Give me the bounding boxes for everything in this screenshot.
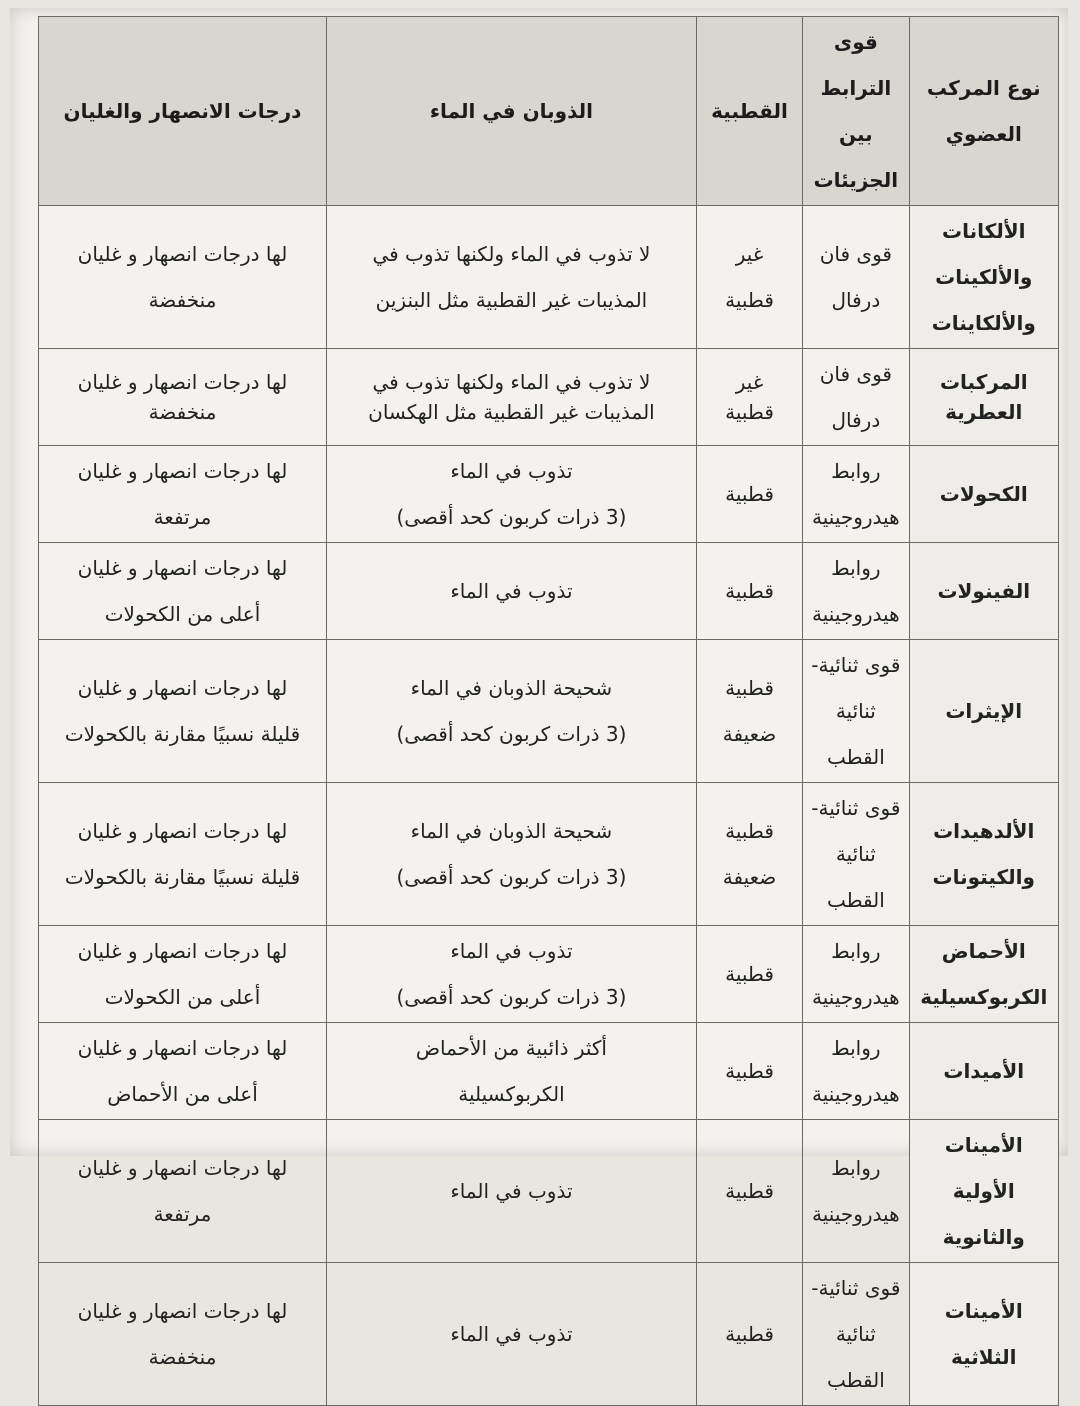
points-cell: لها درجات انصهار و غليان قليلة نسبيًا مقارنة بالكحولات (39, 640, 327, 783)
points-cell: لها درجات انصهار و غليان قليلة نسبيًا مقارنة بالكحولات (39, 783, 327, 926)
forces-cell: قوى فان درفال (803, 349, 909, 446)
points-cell: لها درجات انصهار و غليان أعلى من الأحماض (39, 1023, 327, 1120)
solubility-cell: أكثر ذائبية من الأحماض الكربوكسيلية (326, 1023, 696, 1120)
compound-type-cell: المركبات العطرية (909, 349, 1059, 446)
polarity-cell: قطبية (696, 926, 802, 1023)
compound-type-cell: الأمينات الأولية والثانوية (909, 1120, 1059, 1263)
solubility-cell: تذوب في الماء (3 ذرات كربون كحد أقصى) (326, 446, 696, 543)
points-cell: لها درجات انصهار و غليان منخفضة (39, 206, 327, 349)
forces-cell: روابط هيدروجينية (803, 926, 909, 1023)
forces-cell: قوى ثنائية- ثنائية القطب (803, 640, 909, 783)
forces-cell: قوى ثنائية- ثنائية القطب (803, 1263, 909, 1406)
compound-type-cell: الأحماض الكربوكسيلية (909, 926, 1059, 1023)
forces-cell: قوى فان درفال (803, 206, 909, 349)
points-cell: لها درجات انصهار و غليان أعلى من الكحولات (39, 926, 327, 1023)
solubility-cell: تذوب في الماء (326, 543, 696, 640)
table-row (39, 1263, 1059, 1406)
forces-cell: روابط هيدروجينية (803, 1023, 909, 1120)
forces-cell: روابط هيدروجينية (803, 1120, 909, 1263)
polarity-cell: قطبية (696, 1263, 802, 1406)
solubility-cell: لا تذوب في الماء ولكنها تذوب في المذيبات غير القطبية مثل البنزين (326, 206, 696, 349)
table-row (39, 640, 1059, 783)
forces-cell: روابط هيدروجينية (803, 446, 909, 543)
points-cell: لها درجات انصهار و غليان منخفضة (39, 349, 327, 446)
solubility-cell: تذوب في الماء (326, 1263, 696, 1406)
polarity-cell: قطبية (696, 1023, 802, 1120)
table-row (39, 206, 1059, 349)
table-row (39, 349, 1059, 446)
points-cell: لها درجات انصهار و غليان أعلى من الكحولات (39, 543, 327, 640)
solubility-cell: شحيحة الذوبان في الماء (3 ذرات كربون كحد أقصى) (326, 783, 696, 926)
compound-type-cell: الأمينات الثلاثية (909, 1263, 1059, 1406)
polarity-cell: قطبية (696, 1120, 802, 1263)
table-row (39, 446, 1059, 543)
points-cell: لها درجات انصهار و غليان مرتفعة (39, 1120, 327, 1263)
polarity-cell: قطبية ضعيفة (696, 640, 802, 783)
header-intermolecular-forces: قوى الترابط بين الجزيئات (803, 17, 909, 206)
polarity-cell: قطبية (696, 446, 802, 543)
polarity-cell: قطبية (696, 543, 802, 640)
organic-compounds-table (38, 16, 1059, 1406)
solubility-cell: تذوب في الماء (3 ذرات كربون كحد أقصى) (326, 926, 696, 1023)
solubility-cell: لا تذوب في الماء ولكنها تذوب في المذيبات غير القطبية مثل الهكسان (326, 349, 696, 446)
document-sheet (10, 8, 1068, 1392)
polarity-cell: غير قطبية (696, 206, 802, 349)
header-compound-type: نوع المركب العضوي (909, 17, 1059, 206)
compound-type-cell: الأميدات (909, 1023, 1059, 1120)
compound-type-cell: الإيثرات (909, 640, 1059, 783)
header-water-solubility: الذوبان في الماء (326, 17, 696, 206)
polarity-cell: قطبية ضعيفة (696, 783, 802, 926)
table-row (39, 783, 1059, 926)
table-row (39, 1023, 1059, 1120)
compound-type-cell: الألكانات والألكينات والألكاينات (909, 206, 1059, 349)
header-melting-boiling-points: درجات الانصهار والغليان (39, 17, 327, 206)
points-cell: لها درجات انصهار و غليان منخفضة (39, 1263, 327, 1406)
points-cell: لها درجات انصهار و غليان مرتفعة (39, 446, 327, 543)
compound-type-cell: الكحولات (909, 446, 1059, 543)
forces-cell: قوى ثنائية- ثنائية القطب (803, 783, 909, 926)
solubility-cell: تذوب في الماء (326, 1120, 696, 1263)
header-polarity: القطبية (696, 17, 802, 206)
table-header-row (39, 17, 1059, 206)
table-row (39, 926, 1059, 1023)
polarity-cell: غير قطبية (696, 349, 802, 446)
solubility-cell: شحيحة الذوبان في الماء (3 ذرات كربون كحد أقصى) (326, 640, 696, 783)
compound-type-cell: الفينولات (909, 543, 1059, 640)
table-row (39, 1120, 1059, 1263)
table-row (39, 543, 1059, 640)
forces-cell: روابط هيدروجينية (803, 543, 909, 640)
compound-type-cell: الألدهيدات والكيتونات (909, 783, 1059, 926)
